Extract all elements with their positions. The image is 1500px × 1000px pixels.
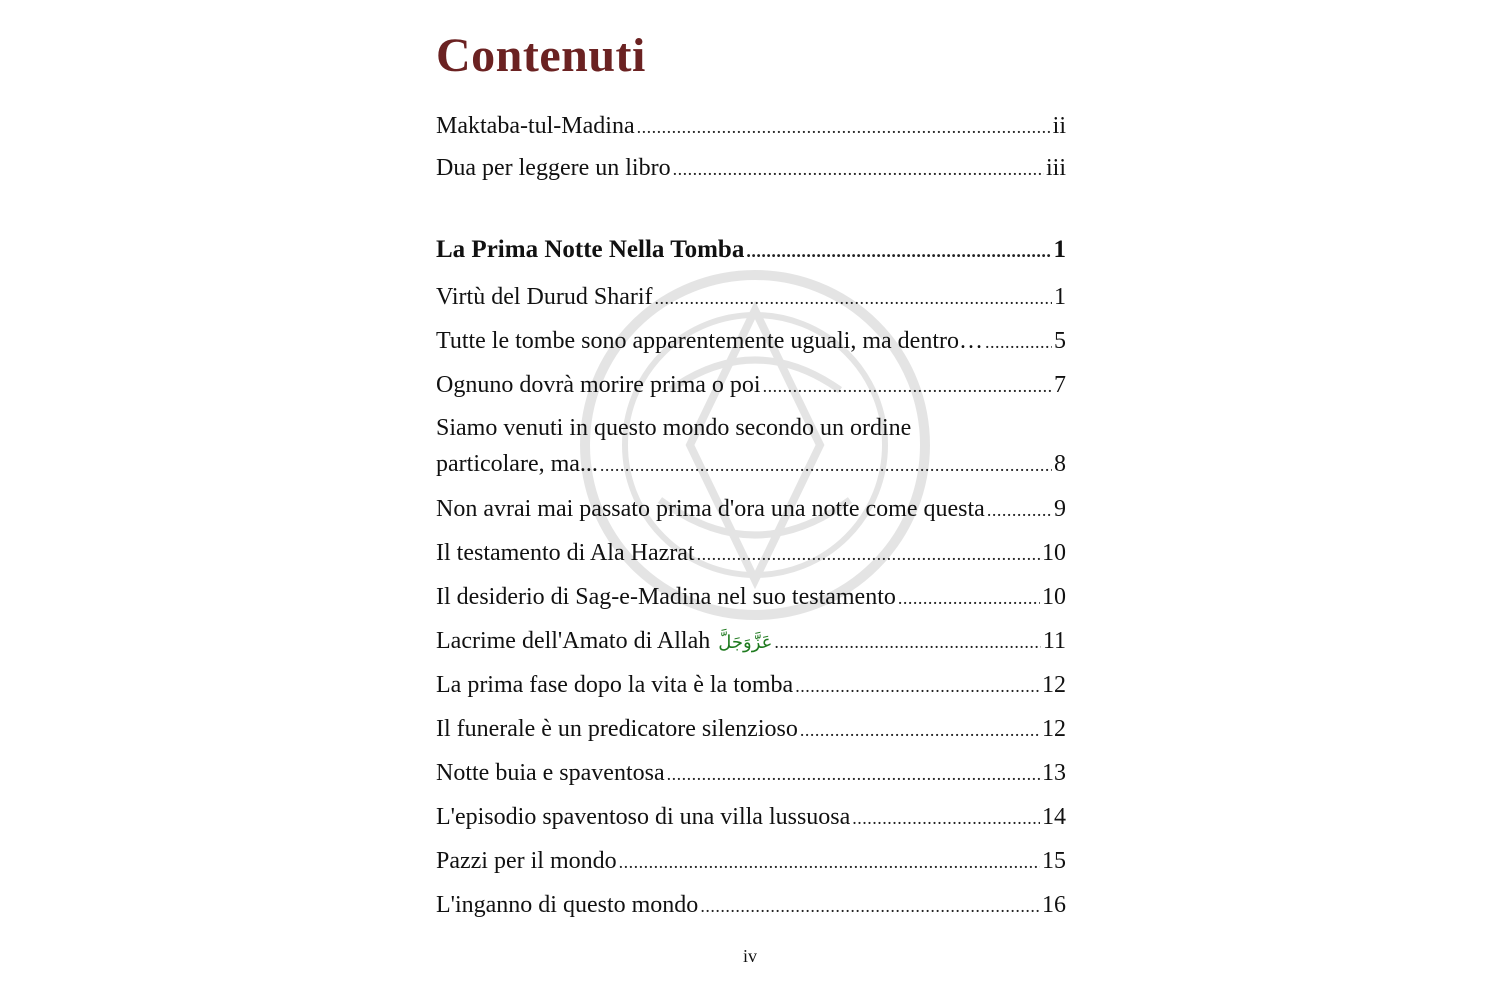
toc-page-number: 8 (1054, 451, 1066, 477)
toc-leader-dots (763, 370, 1052, 402)
toc-entry-title: Il funerale è un predicatore silenzioso (436, 716, 798, 742)
toc-entry[interactable] (436, 889, 1066, 922)
toc-entry-title: Pazzi per il mondo (436, 848, 617, 874)
toc-entry[interactable] (436, 110, 1066, 143)
toc-leader-dots (985, 326, 1052, 358)
toc-page-number: 12 (1042, 672, 1066, 698)
toc-leader-dots (987, 494, 1052, 526)
toc-entry-title: L'episodio spaventoso di una villa lussuosa (436, 804, 851, 830)
toc-entry-title: Non avrai mai passato prima d'ora una notte come questa (436, 496, 985, 522)
toc-chapter-entry[interactable] (436, 234, 1066, 267)
toc-page-number: 13 (1042, 760, 1066, 786)
toc-leader-dots (852, 802, 1040, 834)
toc-entry-title: Virtù del Durud Sharif (436, 284, 653, 310)
toc-entry-title-line1: Siamo venuti in questo mondo secondo un ordine (436, 415, 912, 441)
footer-page-number: iv (742, 946, 757, 966)
toc-page-number: 10 (1042, 540, 1066, 566)
toc-entry-title: Il desiderio di Sag-e-Madina nel suo testamento (436, 584, 896, 610)
toc-leader-dots (673, 153, 1044, 185)
toc-entry[interactable] (436, 152, 1066, 185)
toc-entry-title: Il testamento di Ala Hazrat (436, 540, 695, 566)
toc-entry-title: Tutte le tombe sono apparentemente uguali, ma dentro… (436, 328, 983, 354)
toc-entry-title: Notte buia e spaventosa (436, 760, 665, 786)
toc-entry-title: Dua per leggere un libro (436, 155, 671, 181)
toc-entry-title: La prima fase dopo la vita è la tomba (436, 672, 794, 698)
toc-leader-dots (667, 758, 1040, 790)
toc-page-number: 10 (1042, 584, 1066, 610)
toc-leader-dots (697, 538, 1040, 570)
toc-leader-dots (655, 282, 1052, 314)
toc-leader-dots (774, 626, 1041, 658)
toc-entry[interactable] (436, 325, 1066, 358)
toc-leader-dots (795, 670, 1040, 702)
toc-entry-title: Ognuno dovrà morire prima o poi (436, 372, 761, 398)
toc-page-number: 1 (1053, 236, 1066, 263)
toc-entry-multiline[interactable] (436, 410, 1066, 483)
toc-entry[interactable] (436, 537, 1066, 570)
toc-leader-dots (600, 447, 1052, 483)
toc-entry[interactable] (436, 757, 1066, 790)
toc-leader-dots (746, 235, 1051, 267)
toc-entry[interactable] (436, 493, 1066, 526)
toc-page-number: 14 (1042, 804, 1066, 830)
toc-entry[interactable] (436, 845, 1066, 878)
toc-page-number: 16 (1042, 892, 1066, 918)
toc-entry-title-line2: particolare, ma... (436, 451, 598, 477)
toc-entry-title: Lacrime dell'Amato di Allah (436, 628, 711, 654)
arabic-honorific: عَزَّوَجَلَّ (718, 632, 773, 652)
toc-page-number: 9 (1054, 496, 1066, 522)
toc-leader-dots (619, 846, 1040, 878)
toc-leader-dots (637, 111, 1051, 143)
toc-page-number: 12 (1042, 716, 1066, 742)
toc-page-number: 11 (1042, 628, 1066, 654)
toc-leader-dots (700, 890, 1040, 922)
toc-page-number: 1 (1054, 284, 1066, 310)
toc-entry[interactable] (436, 369, 1066, 402)
toc-entry[interactable] (436, 713, 1066, 746)
toc-page-number: ii (1052, 113, 1066, 139)
toc-page-number: 7 (1054, 372, 1066, 398)
toc-entry[interactable] (436, 625, 1066, 658)
toc-page-number: 5 (1054, 328, 1066, 354)
page-title: Contenuti (436, 29, 646, 82)
toc-entry-title: Maktaba-tul-Madina (436, 113, 635, 139)
toc-leader-dots (800, 714, 1040, 746)
toc-entry[interactable] (436, 281, 1066, 314)
toc-entry[interactable] (436, 801, 1066, 834)
toc-page-number: 15 (1042, 848, 1066, 874)
toc-entry[interactable] (436, 669, 1066, 702)
toc-leader-dots (898, 582, 1040, 614)
toc-entry-title: L'inganno di questo mondo (436, 892, 699, 918)
toc-chapter-title: La Prima Notte Nella Tomba (436, 236, 745, 263)
toc-entry[interactable] (436, 581, 1066, 614)
toc-page-number: iii (1045, 155, 1066, 181)
